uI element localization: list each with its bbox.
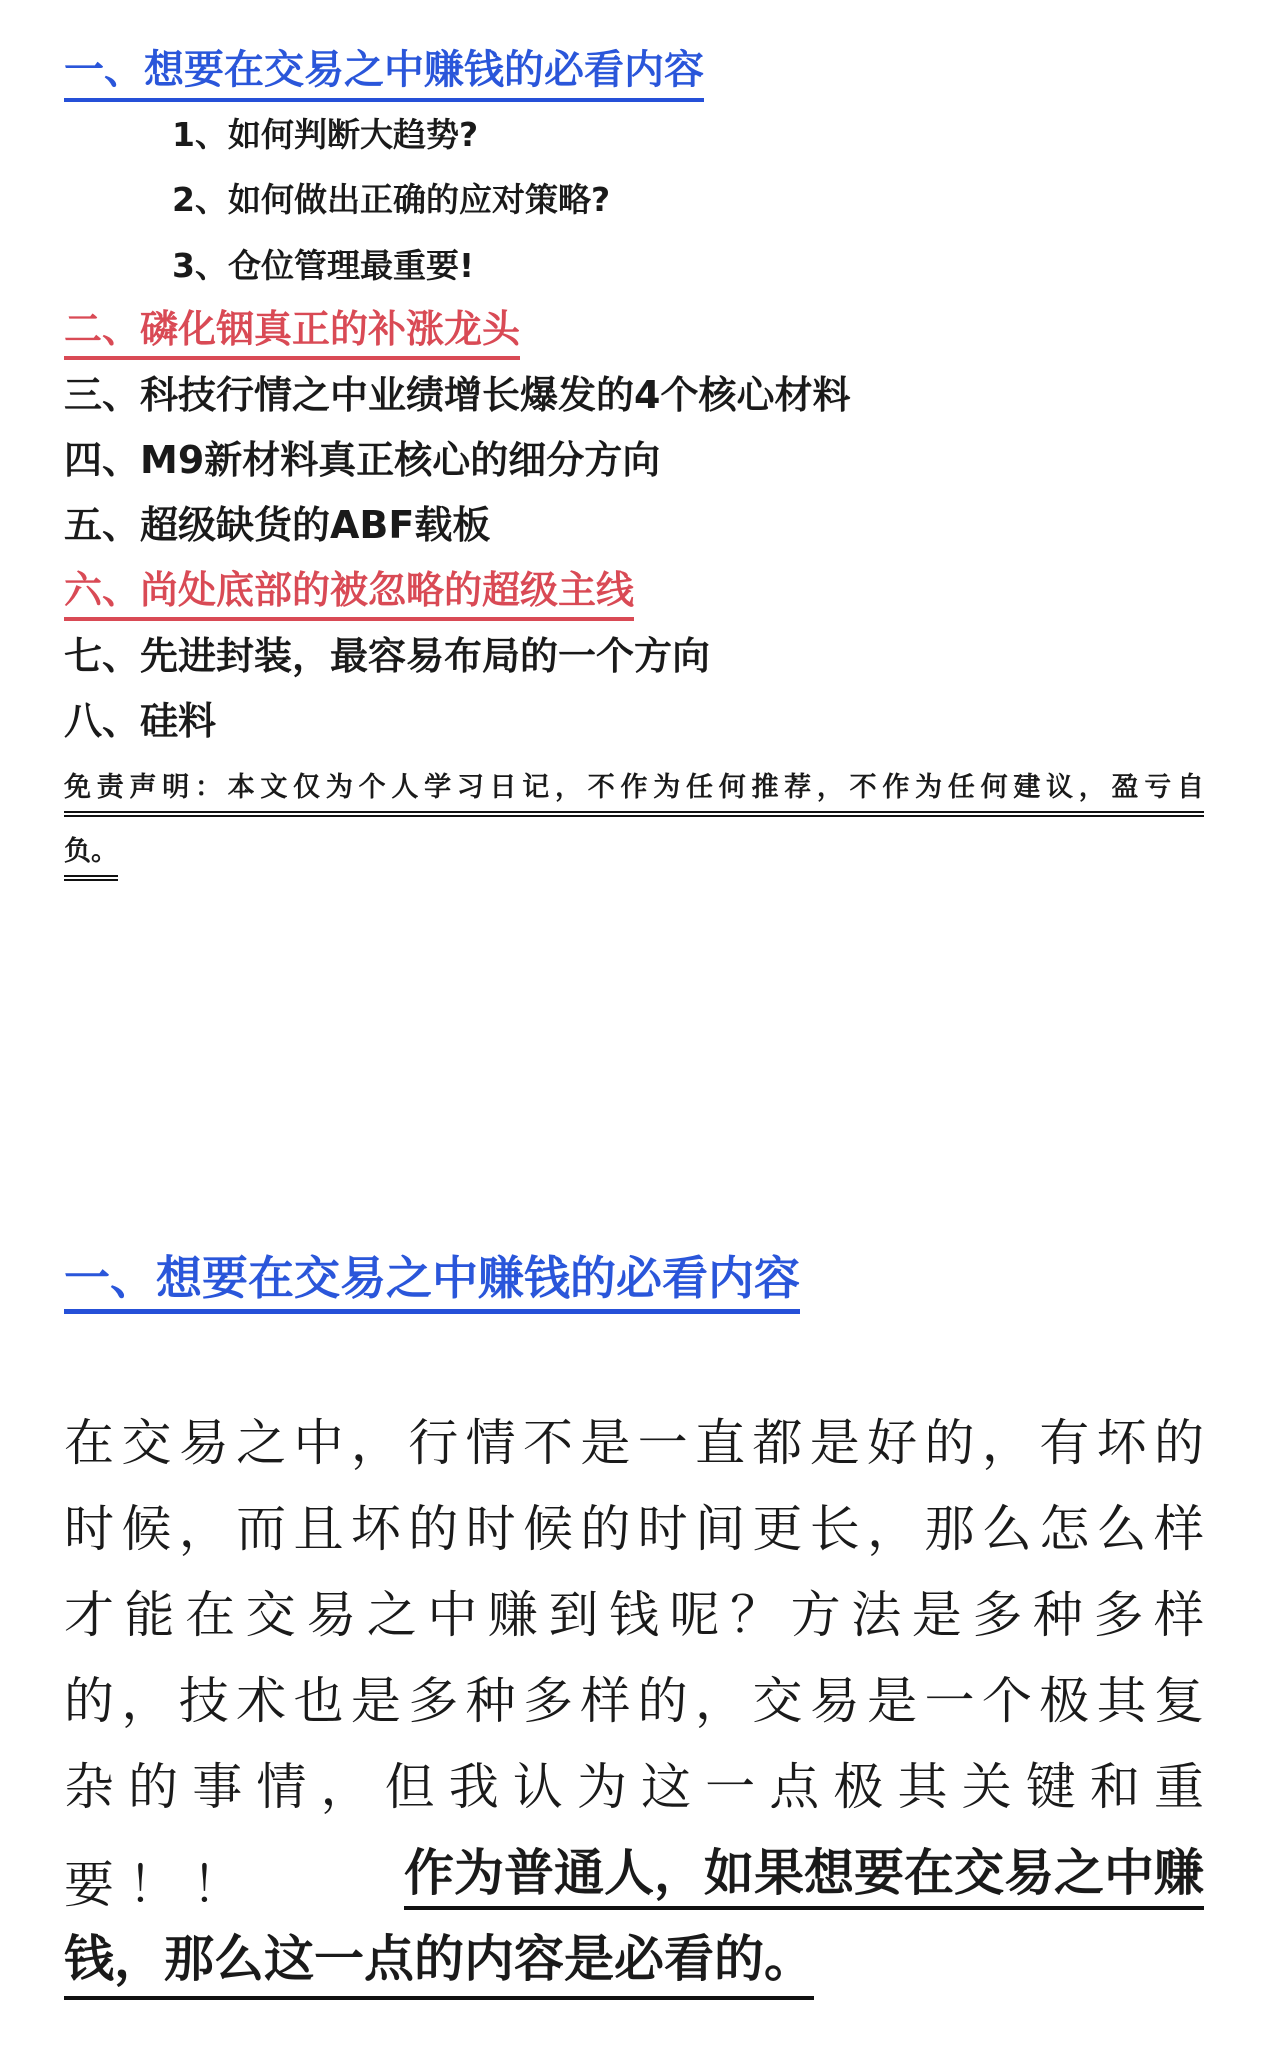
disclaimer-line-1: 免责声明：本文仅为个人学习日记，不作为任何推荐，不作为任何建议，盈亏自 xyxy=(64,774,1204,817)
paragraph-line-3: 才能在交易之中赚到钱呢？方法是多种多样 xyxy=(64,1586,1204,1644)
paragraph-line-5: 杂的事情，但我认为这一点极其关键和重 xyxy=(64,1758,1204,1816)
paragraph-emphasis-1: 作为普通人，如果想要在交易之中赚 xyxy=(404,1848,1204,1910)
paragraph-line-1: 在交易之中，行情不是一直都是好的，有坏的 xyxy=(64,1414,1204,1472)
paragraph-line-4: 的，技术也是多种多样的，交易是一个极其复 xyxy=(64,1672,1204,1730)
toc-subitem-3: 3、仓位管理最重要! xyxy=(172,246,475,285)
toc-item-4: 四、M9新材料真正核心的细分方向 xyxy=(64,438,661,482)
paragraph-plain-text: 要！！ xyxy=(64,1856,256,1914)
toc-subitem-2: 2、如何做出正确的应对策略? xyxy=(172,180,611,219)
toc-item-8: 八、硅料 xyxy=(64,699,217,743)
disclaimer-line-2: 负。 xyxy=(64,838,118,881)
paragraph-line-6 xyxy=(64,1844,1204,1914)
toc-item-2: 二、磷化铟真正的补涨龙头 xyxy=(64,310,520,360)
toc-subitem-1: 1、如何判断大趋势? xyxy=(172,115,479,154)
paragraph-line-7 xyxy=(64,1930,1204,1988)
toc-item-3: 三、科技行情之中业绩增长爆发的4个核心材料 xyxy=(64,373,851,417)
paragraph-emphasis-2: 钱，那么这一点的内容是必看的。 xyxy=(64,1930,814,2000)
toc-item-1: 一、想要在交易之中赚钱的必看内容 xyxy=(64,50,704,102)
toc-item-5: 五、超级缺货的ABF载板 xyxy=(64,503,491,547)
toc-item-6: 六、尚处底部的被忽略的超级主线 xyxy=(64,571,634,621)
section-title: 一、想要在交易之中赚钱的必看内容 xyxy=(64,1255,800,1314)
toc-item-7: 七、先进封装，最容易布局的一个方向 xyxy=(64,634,711,678)
paragraph-line-2: 时候，而且坏的时候的时间更长，那么怎么样 xyxy=(64,1500,1204,1558)
